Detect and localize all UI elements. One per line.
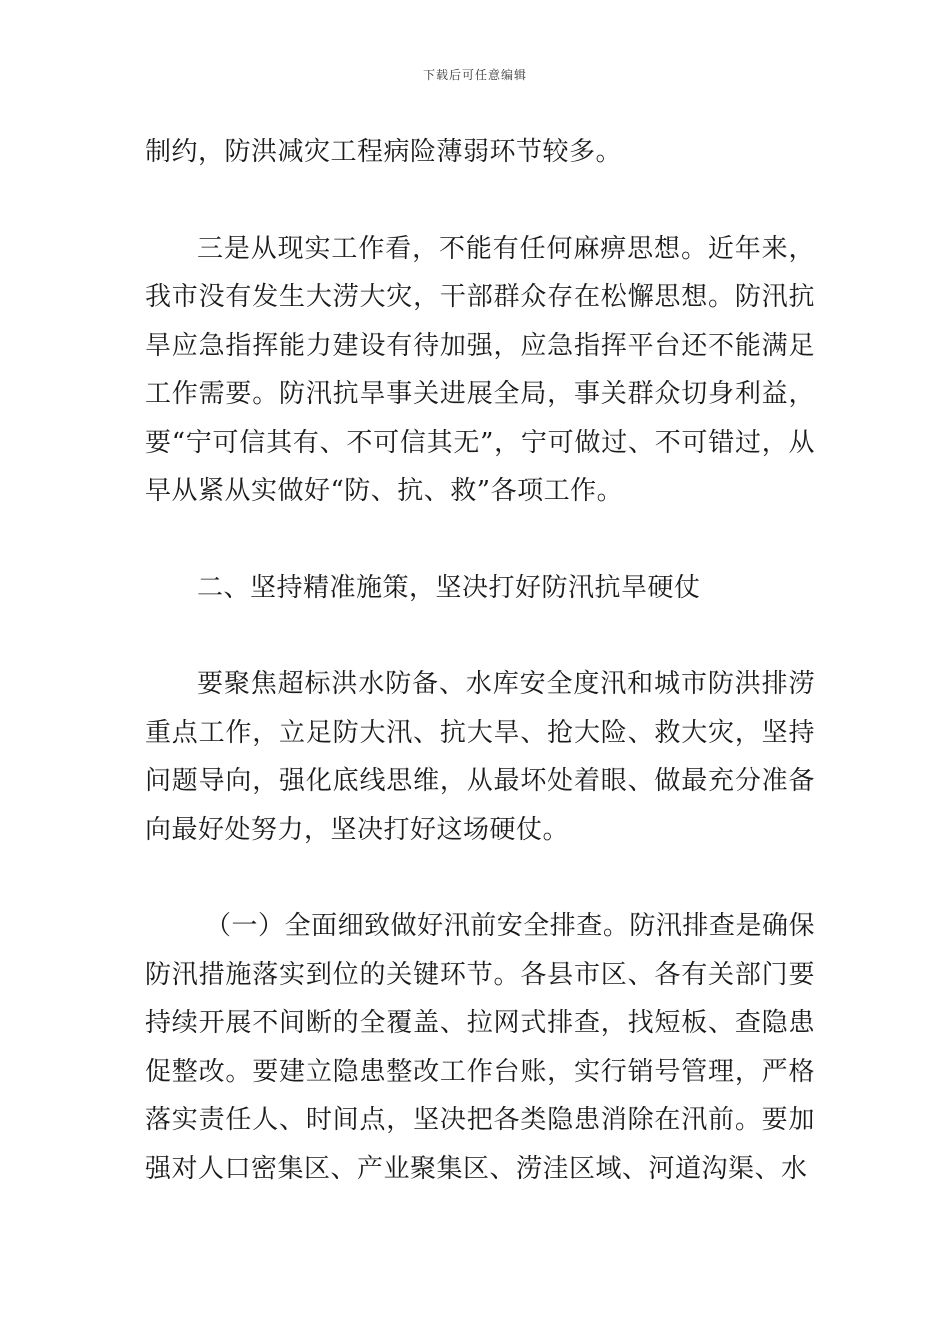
paragraph-gap: [145, 612, 815, 660]
paragraph-reality-work: 三是从现实工作看，不能有任何麻痹思想。近年来，我市没有发生大涝大灾，干部群众存在松懈思想。防汛抗旱应急指挥能力建设有待加强，应急指挥平台还不能满足工作需要。防汛抗旱事关进展全局，事关群众切身利益，要“宁可信其有、不可信其无”，宁可做过、不可错过，从早从紧从实做好“防、抗、救”各项工作。: [145, 233, 815, 506]
document-body: [145, 128, 815, 1193]
paragraph-gap: [145, 177, 815, 225]
paragraph-gap: [145, 854, 815, 902]
paragraph-continuation: 制约，防洪减灾工程病险薄弱环节较多。: [145, 137, 623, 167]
paragraph-safety-inspection: （一）全面细致做好汛前安全排查。防汛排查是确保防汛措施落实到位的关键环节。各县市区、各有关部门要持续开展不间断的全覆盖、拉网式排查，找短板、查隐患促整改。要建立隐患整改工作台账，实行销号管理，严格落实责任人、时间点，坚决把各类隐患消除在汛前。要加强对人口密集区、产业聚集区、涝洼区域、河道沟渠、水: [145, 911, 815, 1184]
section-heading-2: 二、坚持精准施策，坚决打好防汛抗旱硬仗: [197, 572, 701, 603]
paragraph-gap: [145, 516, 815, 564]
paragraph-focus-work: 要聚焦超标洪水防备、水库安全度汛和城市防洪排涝重点工作，立足防大汛、抗大旱、抢大险、救大灾，坚持问题导向，强化底线思维，从最坏处着眼、做最充分准备向最好处努力，坚决打好这场硬仗。: [145, 669, 815, 845]
page-header: 下载后可任意编辑: [422, 68, 527, 82]
